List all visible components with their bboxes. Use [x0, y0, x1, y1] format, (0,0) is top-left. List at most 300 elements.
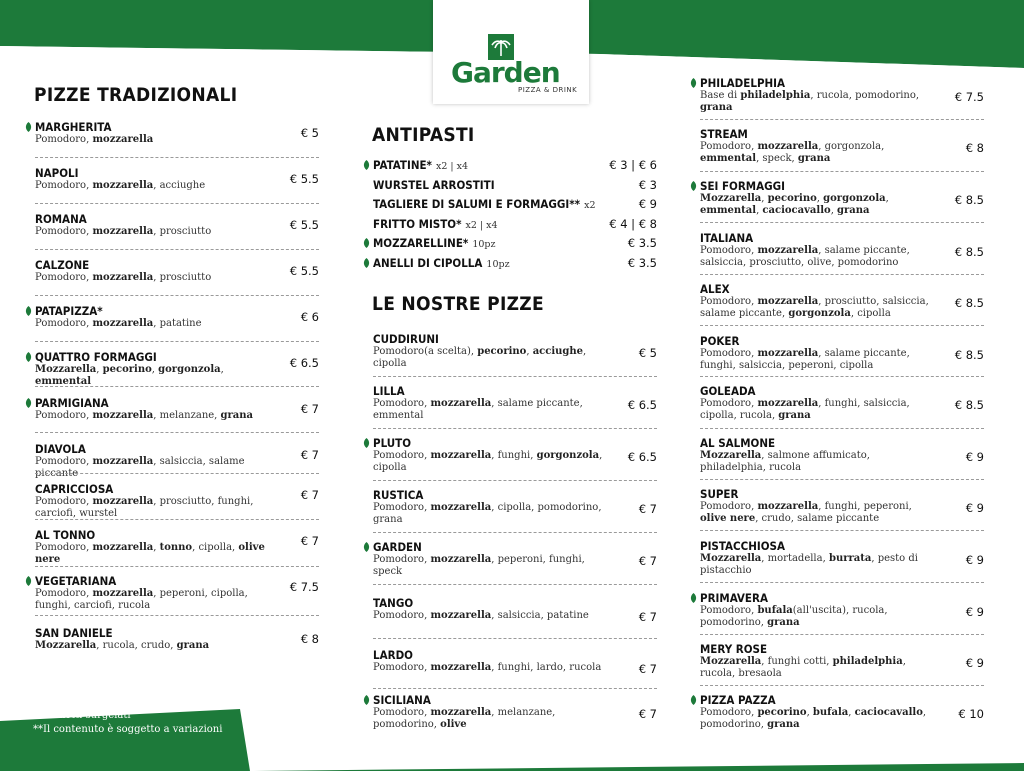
description-segment: , [153, 542, 160, 553]
menu-item-description [373, 450, 608, 474]
description-segment: , salsiccia, patatine [491, 610, 589, 621]
menu-item-description [35, 410, 265, 422]
description-segment: mozzarella [92, 588, 154, 599]
legend [33, 694, 222, 737]
menu-item-price: € 7.5 [954, 90, 984, 104]
menu-item-name: VEGETARIANA [35, 574, 117, 588]
menu-item-name: PIZZA PAZZA [700, 693, 776, 707]
description-segment: gorgonzola [158, 364, 221, 375]
menu-item-name: PATAPIZZA* [35, 304, 103, 318]
menu-item-name: NAPOLI [35, 166, 79, 180]
description-segment: , rucola, crudo, [96, 640, 177, 651]
menu-item [373, 693, 657, 737]
description-segment: , rucola, pomodorino, [810, 90, 920, 101]
dashed-divider [700, 376, 984, 377]
description-segment: mozzarella [757, 296, 819, 307]
menu-item-name: TANGO [373, 596, 414, 610]
description-segment: olive [440, 719, 467, 730]
description-segment: mozzarella [757, 141, 819, 152]
description-segment: emmental [700, 205, 757, 216]
description-segment: , [816, 193, 824, 204]
menu-item-name: MERY ROSE [700, 642, 768, 656]
description-segment: acciughe [532, 346, 584, 357]
description-segment: Pomodoro, [373, 398, 431, 409]
description-segment: Pomodoro, [373, 707, 431, 718]
menu-item-name: PISTACCHIOSA [700, 539, 785, 553]
section-title-traditional: PIZZE TRADIZIONALI [34, 84, 238, 106]
menu-item-name: SUPER [700, 487, 739, 501]
vegetarian-leaf-icon [363, 160, 370, 170]
dashed-divider [700, 119, 984, 120]
dashed-divider [373, 480, 657, 481]
menu-item-description [700, 398, 930, 422]
description-segment: grana [700, 102, 733, 113]
antipasto-quantity: 10pz [472, 239, 496, 250]
description-segment: mozzarella [92, 496, 154, 507]
menu-item [373, 648, 657, 692]
menu-item-name: AL SALMONE [700, 436, 776, 450]
description-segment: Pomodoro, [700, 245, 758, 256]
description-segment: , salame piccante, funghi, salsiccia, peperoni, cipolla [700, 348, 910, 371]
antipasto-quantity: x2 [584, 200, 596, 211]
description-segment: , prosciutto, funghi, carciofi, wurstel [35, 496, 254, 519]
menu-item-price: € 8.5 [954, 398, 984, 412]
menu-item-description [35, 456, 265, 480]
menu-item-description [373, 502, 608, 526]
description-segment: emmental [700, 153, 757, 164]
menu-item [700, 539, 984, 583]
menu-item-price: € 6.5 [627, 450, 657, 464]
dashed-divider [700, 171, 984, 172]
menu-item-description [373, 610, 608, 622]
vegetarian-leaf-icon [690, 181, 697, 191]
description-segment: bufala [757, 605, 793, 616]
menu-item [35, 350, 319, 390]
description-segment: gorgonzola [536, 450, 600, 461]
description-segment: , [96, 364, 103, 375]
menu-item-price: € 8.5 [954, 296, 984, 310]
description-segment: pecorino [757, 707, 807, 718]
menu-item [35, 528, 319, 568]
menu-item-price: € 9 [965, 450, 984, 464]
description-segment: , prosciutto, salsiccia, salame piccante, [700, 296, 929, 319]
dashed-divider [700, 582, 984, 583]
description-segment: , peperoni, funghi, speck [373, 554, 585, 577]
description-segment: grana [767, 617, 800, 628]
vegetarian-leaf-icon [25, 576, 32, 586]
antipasto-name [373, 197, 657, 213]
menu-item-name: DIAVOLA [35, 442, 86, 456]
menu-item [35, 258, 319, 298]
menu-item-description [700, 348, 930, 372]
description-segment: bufala [812, 707, 849, 718]
description-segment: , mortadella, [761, 553, 829, 564]
description-segment: emmental [35, 376, 92, 387]
vegetarian-leaf-icon [690, 695, 697, 705]
description-segment: mozzarella [92, 180, 154, 191]
description-segment: , melanzane, [153, 410, 221, 421]
menu-item-price: € 7 [638, 707, 657, 721]
menu-item-price: € 9 [965, 553, 984, 567]
vegetarian-leaf-icon [25, 122, 32, 132]
menu-item-description [700, 605, 930, 629]
dashed-divider [700, 274, 984, 275]
description-segment: Pomodoro, [35, 318, 93, 329]
description-segment: , cipolla [373, 450, 603, 473]
vegetarian-leaf-icon [363, 238, 370, 248]
vegetarian-leaf-icon [363, 258, 370, 268]
description-segment: mozzarella [757, 398, 819, 409]
menu-item-price: € 8.5 [954, 245, 984, 259]
description-segment: grana [176, 640, 210, 651]
menu-item-description [700, 193, 930, 217]
menu-item-name: MARGHERITA [35, 120, 112, 134]
dashed-divider [373, 428, 657, 429]
antipasto-price: € 3.5 [627, 256, 657, 270]
menu-item [35, 442, 319, 482]
antipasto-price: € 4 | € 8 [609, 217, 657, 231]
antipasto-item [373, 197, 657, 213]
description-segment: , [885, 193, 889, 204]
description-segment: grana [778, 410, 811, 421]
description-segment: (all'uscita), rucola, pomodorino, [700, 605, 888, 628]
description-segment: Pomodoro, [700, 141, 758, 152]
antipasto-price: € 9 [638, 197, 657, 211]
description-segment: Pomodoro, [35, 134, 93, 145]
antipasto-label: ANELLI DI CIPOLLA [373, 256, 483, 270]
menu-item-description [700, 141, 930, 165]
menu-item [700, 487, 984, 531]
menu-item [373, 332, 657, 376]
description-segment: , patatine [153, 318, 202, 329]
antipasto-name [373, 236, 657, 252]
description-segment: pecorino [767, 193, 817, 204]
description-segment: Pomodoro, [35, 588, 93, 599]
description-segment: mozzarella [430, 450, 492, 461]
menu-item-name: PHILADELPHIA [700, 76, 786, 90]
dashed-divider [35, 249, 319, 250]
description-segment: mozzarella [430, 707, 492, 718]
description-segment: Pomodoro, [373, 610, 431, 621]
menu-item-price: € 6 [300, 310, 319, 324]
dashed-divider [700, 479, 984, 480]
menu-item-name: ALEX [700, 282, 730, 296]
menu-item-price: € 6.5 [627, 398, 657, 412]
description-segment: Base di [700, 90, 741, 101]
dashed-divider [700, 685, 984, 686]
menu-item-description [35, 496, 265, 520]
antipasto-item [373, 217, 657, 233]
dashed-divider [700, 428, 984, 429]
menu-item [35, 396, 319, 436]
description-segment: , [830, 205, 838, 216]
description-segment: Pomodoro, [373, 662, 431, 673]
description-segment: mozzarella [92, 410, 154, 421]
antipasto-item [373, 178, 657, 194]
menu-item [373, 596, 657, 640]
description-segment: philadelphia [740, 90, 811, 101]
description-segment: mozzarella [92, 456, 154, 467]
description-segment: , [526, 346, 533, 357]
description-segment: , salsiccia, salame piccante [35, 456, 245, 479]
description-segment: Pomodoro, [35, 410, 93, 421]
description-segment: , cipolla [850, 308, 891, 319]
description-segment: mozzarella [430, 398, 492, 409]
menu-item [35, 574, 319, 614]
dashed-divider [373, 532, 657, 533]
menu-item-description [35, 134, 265, 146]
menu-item [700, 436, 984, 480]
description-segment: caciocavallo [762, 205, 831, 216]
menu-item-description [700, 296, 930, 320]
leaf-icon [33, 694, 41, 705]
dashed-divider [35, 432, 319, 433]
vegetarian-leaf-icon [25, 398, 32, 408]
menu-item [373, 540, 657, 584]
description-segment: pecorino [102, 364, 152, 375]
antipasto-price: € 3 | € 6 [609, 158, 657, 172]
antipasto-quantity: 10pz [486, 259, 510, 270]
menu-item [700, 282, 984, 326]
menu-item-description [35, 588, 265, 612]
description-segment: mozzarella [92, 272, 154, 283]
description-segment: gorgonzola [823, 193, 886, 204]
description-segment: , crudo, salame piccante [755, 513, 880, 524]
dashed-divider [35, 473, 319, 474]
menu-item-description [373, 662, 608, 674]
description-segment: Pomodoro, [35, 542, 93, 553]
description-segment: olive nere [700, 513, 756, 524]
antipasto-item [373, 158, 657, 174]
description-segment: mozzarella [92, 134, 154, 145]
section-title-nostre: LE NOSTRE PIZZE [372, 293, 544, 315]
description-segment: Pomodoro, [35, 180, 93, 191]
menu-item-description [700, 90, 930, 114]
brand-name: Garden [451, 56, 560, 89]
description-segment: Mozzarella [700, 553, 762, 564]
description-segment: , cipolla, pomodorino, grana [373, 502, 602, 525]
menu-item-description [35, 640, 265, 652]
description-segment: Pomodoro, [700, 296, 758, 307]
vegetarian-leaf-icon [25, 306, 32, 316]
description-segment: Pomodoro, [373, 502, 431, 513]
menu-item-price: € 8 [300, 632, 319, 646]
description-segment: Pomodoro, [35, 226, 93, 237]
description-segment: , prosciutto [153, 226, 212, 237]
description-segment: , melanzane, pomodorino, [373, 707, 556, 730]
description-segment: Pomodoro, [700, 398, 758, 409]
menu-item-name: PLUTO [373, 436, 412, 450]
dashed-divider [373, 638, 657, 639]
menu-item-price: € 10 [958, 707, 984, 721]
description-segment: mozzarella [757, 245, 819, 256]
description-segment: olive nere [35, 542, 265, 565]
antipasto-label: TAGLIERE DI SALUMI E FORMAGGI** [373, 197, 581, 211]
menu-item-name: RUSTICA [373, 488, 424, 502]
description-segment: , [806, 707, 813, 718]
menu-item [700, 231, 984, 275]
description-segment: Mozzarella [35, 640, 97, 651]
menu-item-name: CALZONE [35, 258, 90, 272]
antipasto-label: PATATINE* [373, 158, 432, 172]
description-segment: grana [797, 153, 831, 164]
menu-item [700, 179, 984, 223]
menu-item-price: € 7 [638, 502, 657, 516]
description-segment: , salame piccante, emmental [373, 398, 583, 421]
description-segment: Pomodoro, [700, 707, 758, 718]
dashed-divider [35, 615, 319, 616]
vegetarian-leaf-icon [690, 593, 697, 603]
description-segment: Pomodoro, [700, 348, 758, 359]
description-segment: Pomodoro, [373, 450, 431, 461]
menu-item-name: PARMIGIANA [35, 396, 109, 410]
description-segment: , [761, 193, 768, 204]
description-segment: Pomodoro, [35, 496, 93, 507]
description-segment: , acciughe [153, 180, 206, 191]
description-segment: philadelphia [832, 656, 903, 667]
menu-item-description [373, 398, 608, 422]
dashed-divider [700, 530, 984, 531]
description-segment: , speck, [756, 153, 798, 164]
menu-item [700, 76, 984, 120]
description-segment: , [220, 364, 224, 375]
menu-item-description [373, 554, 608, 578]
menu-item-price: € 7 [300, 448, 319, 462]
menu-item-description [700, 707, 930, 731]
menu-item-description [35, 272, 265, 284]
description-segment: mozzarella [92, 318, 154, 329]
menu-item [700, 591, 984, 635]
description-segment: mozzarella [430, 502, 492, 513]
menu-item-price: € 9 [965, 501, 984, 515]
menu-item [35, 482, 319, 522]
legend-veg-label: Vegetariano [47, 696, 108, 707]
menu-item-price: € 7 [638, 662, 657, 676]
menu-item [700, 334, 984, 378]
menu-item-description [35, 226, 265, 238]
menu-item-description [35, 318, 265, 330]
vegetarian-leaf-icon [363, 438, 370, 448]
menu-item-description [700, 450, 930, 474]
vegetarian-leaf-icon [363, 542, 370, 552]
description-segment: Mozzarella [35, 364, 97, 375]
menu-item-name: SEI FORMAGGI [700, 179, 785, 193]
dashed-divider [35, 295, 319, 296]
description-segment: , pesto di pistacchio [700, 553, 918, 576]
antipasto-label: MOZZARELLINE* [373, 236, 469, 250]
description-segment: mozzarella [757, 501, 819, 512]
description-segment: caciocavallo [854, 707, 923, 718]
menu-item [700, 384, 984, 428]
description-segment: , funghi cotti, [761, 656, 833, 667]
antipasto-label: FRITTO MISTO* [373, 217, 462, 231]
menu-item-name: LARDO [373, 648, 413, 662]
description-segment: burrata [828, 553, 872, 564]
vegetarian-leaf-icon [690, 78, 697, 88]
description-segment: , [151, 364, 159, 375]
description-segment: Pomodoro(a scelta), [373, 346, 478, 357]
antipasto-quantity: x2 | x4 [435, 161, 469, 172]
menu-item-description [700, 245, 930, 269]
menu-item-name: GOLEADA [700, 384, 756, 398]
description-segment: Pomodoro, [700, 605, 758, 616]
menu-item-price: € 8.5 [954, 193, 984, 207]
description-segment: grana [767, 719, 800, 730]
menu-item-price: € 7 [638, 610, 657, 624]
menu-item-name: ITALIANA [700, 231, 754, 245]
description-segment: , peperoni, cipolla, funghi, carciofi, rucola [35, 588, 248, 611]
description-segment: Pomodoro, [35, 272, 93, 283]
description-segment: , rucola, bresaola [700, 656, 906, 679]
description-segment: gorgonzola [788, 308, 851, 319]
menu-item-price: € 5.5 [289, 218, 319, 232]
description-segment: Mozzarella [700, 193, 762, 204]
antipasto-item [373, 256, 657, 272]
menu-item [35, 120, 319, 160]
menu-item-name: GARDEN [373, 540, 422, 554]
menu-item [35, 212, 319, 252]
menu-item-price: € 7 [300, 488, 319, 502]
dashed-divider [35, 157, 319, 158]
menu-item-price: € 5.5 [289, 264, 319, 278]
antipasto-price: € 3.5 [627, 236, 657, 250]
description-segment: , salame piccante, salsiccia, prosciutto, olive, pomodorino [700, 245, 910, 268]
description-segment: , [848, 707, 855, 718]
description-segment: Pomodoro, [35, 456, 93, 467]
legend-veg [33, 694, 222, 709]
description-segment: , prosciutto [153, 272, 212, 283]
menu-item-price: € 9 [965, 605, 984, 619]
antipasto-price: € 3 [638, 178, 657, 192]
dashed-divider [373, 584, 657, 585]
description-segment: tonno [159, 542, 193, 553]
description-segment: , cipolla, [192, 542, 239, 553]
menu-item-price: € 5.5 [289, 172, 319, 186]
description-segment: , gorgonzola, [818, 141, 885, 152]
dashed-divider [35, 566, 319, 567]
menu-item-name: LILLA [373, 384, 405, 398]
description-segment: , funghi, lardo, rucola [491, 662, 602, 673]
menu-item [373, 384, 657, 428]
description-segment: , cipolla [373, 346, 587, 369]
menu-item-description [700, 553, 930, 577]
menu-item-name: STREAM [700, 127, 748, 141]
menu-item-price: € 8 [965, 141, 984, 155]
description-segment: mozzarella [430, 554, 492, 565]
menu-item-description [35, 364, 265, 388]
menu-item-price: € 7 [300, 534, 319, 548]
description-segment: pecorino [477, 346, 527, 357]
antipasto-quantity: x2 | x4 [465, 220, 498, 231]
menu-item-price: € 5 [300, 126, 319, 140]
description-segment: grana [220, 410, 254, 421]
menu-item-name: AL TONNO [35, 528, 96, 542]
description-segment: , [756, 205, 763, 216]
menu-item-description [35, 180, 265, 192]
description-segment: , pomodorino, [700, 707, 927, 730]
dashed-divider [373, 688, 657, 689]
menu-item-description [700, 656, 930, 680]
menu-item-price: € 9 [965, 656, 984, 670]
menu-item [35, 304, 319, 344]
dashed-divider [35, 341, 319, 342]
description-segment: , salmone affumicato, philadelphia, rucola [700, 450, 870, 473]
menu-item-name: SAN DANIELE [35, 626, 113, 640]
dashed-divider [373, 376, 657, 377]
antipasto-label: WURSTEL ARROSTITI [373, 178, 495, 192]
menu-item-price: € 7.5 [289, 580, 319, 594]
description-segment: mozzarella [757, 348, 819, 359]
